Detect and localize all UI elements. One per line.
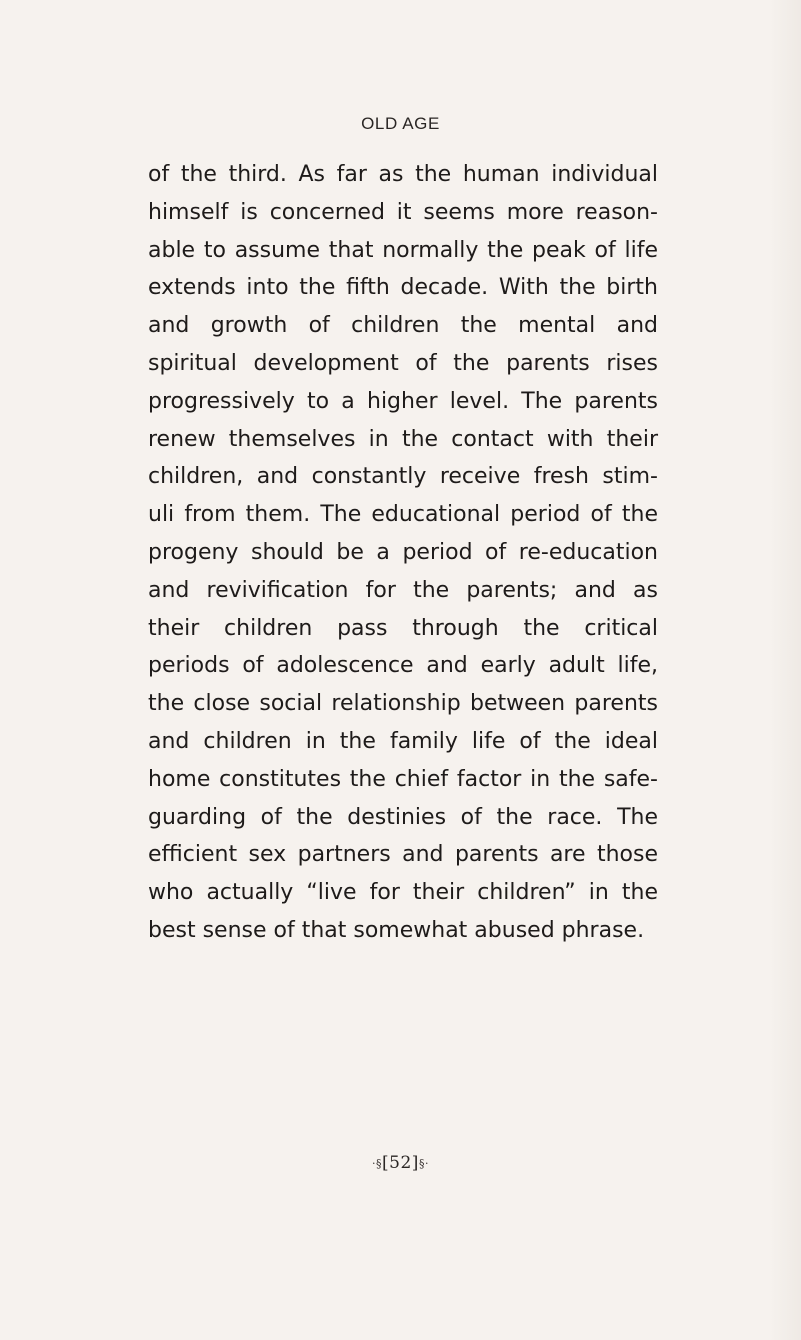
folio-left-ornament: ·§ bbox=[372, 1157, 383, 1170]
page-number-folio bbox=[0, 1153, 801, 1173]
running-head: OLD AGE bbox=[361, 114, 440, 133]
text-line: himself is concerned it seems more reason- bbox=[148, 199, 658, 225]
text-line: and growth of children the mental and bbox=[148, 313, 658, 339]
text-line: periods of adolescence and early adult life, bbox=[148, 653, 658, 679]
text-line: extends into the fifth decade. With the birth bbox=[148, 275, 658, 301]
text-line: and children in the family life of the ideal bbox=[148, 728, 658, 754]
body-paragraph bbox=[148, 156, 658, 950]
text-line: and revivification for the parents; and as bbox=[148, 577, 658, 603]
text-line: efficient sex partners and parents are those bbox=[148, 842, 658, 868]
text-line-last: best sense of that somewhat abused phrase. bbox=[148, 917, 645, 943]
text-line: able to assume that normally the peak of life bbox=[148, 237, 658, 263]
text-line: spiritual development of the parents rises bbox=[148, 350, 658, 376]
page-number: [52] bbox=[382, 1153, 419, 1173]
text-line: guarding of the destinies of the race. The bbox=[148, 804, 658, 830]
text-line: the close social relationship between parents bbox=[148, 691, 658, 717]
text-line: uli from them. The educational period of the bbox=[148, 502, 658, 528]
folio-right-ornament: §· bbox=[418, 1157, 429, 1170]
text-line: children, and constantly receive fresh stim- bbox=[148, 464, 658, 490]
text-line: of the third. As far as the human individual bbox=[148, 162, 658, 187]
text-line: renew themselves in the contact with their bbox=[148, 426, 658, 452]
text-line: progeny should be a period of re-education bbox=[148, 539, 658, 565]
text-line: their children pass through the critical bbox=[148, 615, 658, 641]
text-line: who actually “live for their children” in the bbox=[148, 880, 658, 906]
text-line: progressively to a higher level. The parents bbox=[148, 388, 658, 414]
text-line: home constitutes the chief factor in the safe- bbox=[148, 766, 658, 792]
